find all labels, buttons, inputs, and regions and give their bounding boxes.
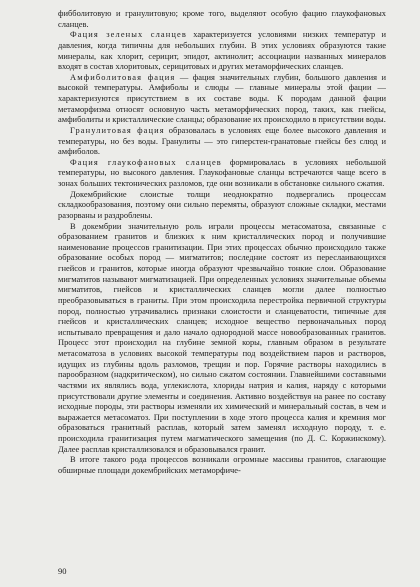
paragraph — [58, 29, 386, 72]
facies-term: Гранулитовая фация — [70, 124, 165, 135]
paragraph — [58, 125, 386, 157]
paragraph-text: формировалась в условиях небольшой температуры, но высокого давления. Глаукофановые сланцы встречаются чаще всего в зонах больших тектонических разломов, где они возникали в обстановке сильного сжатия. — [58, 156, 386, 188]
paragraph — [58, 72, 386, 125]
facies-term: Амфиболитовая фация — [70, 71, 176, 82]
paragraph — [58, 157, 386, 189]
paragraph-text: Докембрийские слоистые толщи неоднократно подвергались процессам складкообразования, поэтому они сильно перемяты, образуют сложные складки, местами разорваны и раздроблены. — [58, 188, 386, 220]
paragraph — [58, 221, 386, 455]
paragraph-text: — фация значительных глубин, большого давления и высокой температуры. Амфиболы и слюды — главные минералы этой фации — характеризуются присутствием в их составе воды. К породам данной фации метаморфизма относят основную часть метаморфических пород, таких, как гнейсы, амфиболиты и кристаллические сланцы; образование их происходило в присутствии воды. — [58, 71, 386, 125]
paragraph-text: фибболитовую и гранулитовую; кроме того, выделяют особую фацию глаукофановых сланцев. — [58, 8, 386, 29]
paragraph — [58, 189, 386, 221]
facies-term: Фация глаукофановых сланцев — [70, 156, 222, 167]
paragraph-text: образовалась в условиях еще более высокого давления и температуры, но без воды. Гранулиты — это гиперстен-гранатовые гнейсы без слюд и амфиболов. — [58, 124, 386, 157]
facies-term: Фация зеленых сланцев — [70, 29, 187, 40]
page-number: 90 — [58, 566, 67, 576]
paragraph — [58, 454, 386, 475]
paragraph-text: характеризуется условиями низких температур и давления, когда типичны для небольших глубин. В этих условиях образуются такие минералы, как хлорит, серицит, эпидот, актинолит; ассоциации названных минералов входят в состав хлоритовых, серицитовых и других метаморфических сланцев. — [58, 29, 386, 72]
paragraph-text: В докембрии значительную роль играли процессы метасоматоза, связанные с образованием гранитов и близких к ним кристаллических пород и получившие наименование процессов гранитизации. При этих процессах обычно происходило также образование особых пород — мигматитов; последние состоят из переслаивающихся гнейсов и гранитов, которые иногда образуют чрезвычайно тонкие слои. Образование мигматитов называют мигматизацией. При определенных условиях значительные объемы мигматитов, гнейсов и кристаллических сланцев могли далее полностью преобразовываться в граниты. При этом происходила перестройка первичной структуры пород, полностью утрачивались признаки слоистости и сланцеватости, типичные для гнейсов и кристаллических сланцев; исходное вещество первоначальных пород испытывало превращения и дало начало однородной массе новообразованных гранитов. Процесс этот происходил на глубине земной коры, главным образом в результате метасоматоза в условиях высокой температуры под воздействием паров и растворов, идущих из глубины вдоль разломов, трещин и пор. Горячие растворы находились в парообразном (надкритическом), но сильно сжатом состоянии. Главнейшими составными частями их являлись вода, углекислота, хлориды натрия и калия, наряду с которыми присутствовали другие элементы и соединения. Активно воздействуя на ранее по составу исходные породы, эти растворы изменяли их химический и минеральный состав, в чем и выражается метасоматоз. При поступлении в ходе этого процесса калия и кремния мог образоваться гранитный расплав, который затем заменял исходную породу, т. е. происходила гранитизация путем магматического замещения (по Д. С. Коржинскому). Далее расплав кристаллизовался и образовывался гранит. — [58, 220, 386, 454]
page-body-text — [58, 8, 386, 476]
paragraph — [58, 8, 386, 29]
paragraph-text: В итоге такого рода процессов возникали огромные массивы гранитов, слагающие обширные площади докембрийских метаморфиче- — [58, 454, 386, 475]
